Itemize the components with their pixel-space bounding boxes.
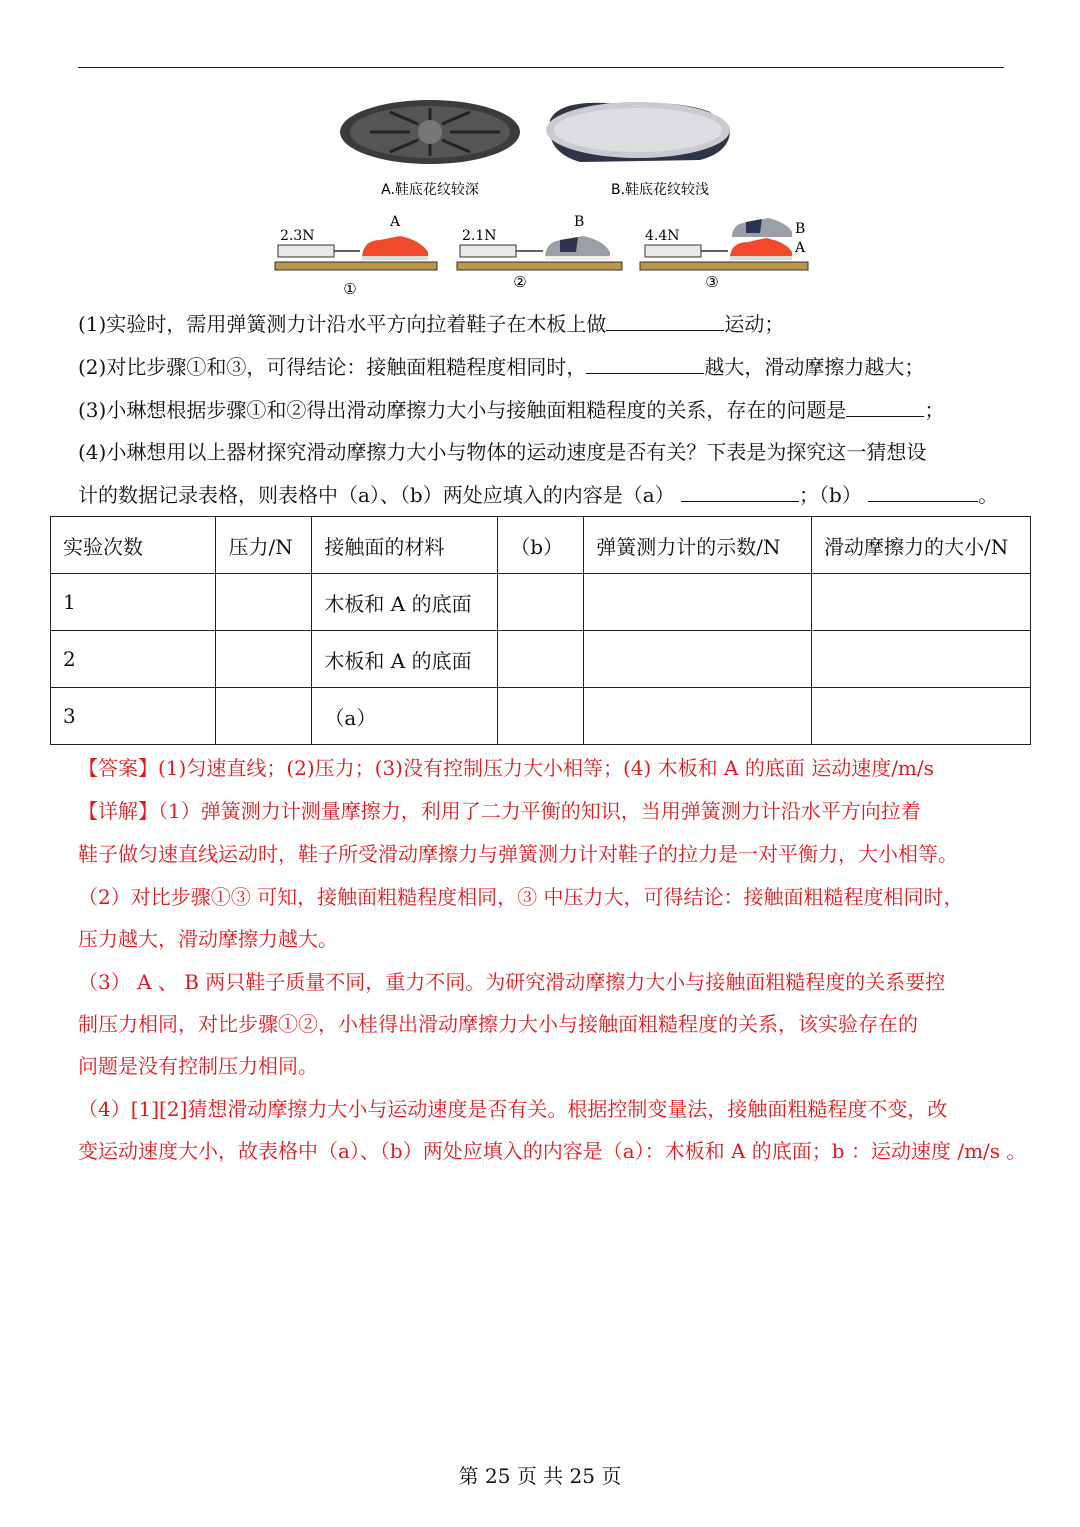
- detail-p1-line1: （1）弹簧测力计测量摩擦力，利用了二力平衡的知识，当用弹簧测力计沿水平方向拉着: [158, 799, 921, 823]
- step3-shoe-label-b: B: [795, 221, 806, 237]
- step2-force-label: 2.1N: [462, 228, 497, 244]
- detail-p1-line2: 鞋子做匀速直线运动时，鞋子所受滑动摩擦力与弹簧测力计对鞋子的拉力是一对平衡力，大小相等。: [78, 842, 958, 866]
- question-2-text: (2)对比步骤①和③，可得结论：接触面粗糙程度相同时，: [78, 355, 587, 379]
- table-header-cell: 实验次数: [51, 517, 216, 574]
- question-1-blank[interactable]: [606, 310, 724, 331]
- step3-number: ③: [705, 273, 719, 291]
- question-3-text: (3)小琳想根据步骤①和②得出滑动摩擦力大小与接触面粗糙程度的关系，存在的问题是: [78, 398, 847, 422]
- data-record-table: [50, 516, 1031, 745]
- detail-p3-line2: 制压力相同，对比步骤①②，小桂得出滑动摩擦力大小与接触面粗糙程度的关系，该实验存在的: [78, 1012, 918, 1036]
- table-header-row: [51, 517, 1031, 574]
- table-cell: [216, 574, 312, 631]
- table-cell: [216, 688, 312, 745]
- table-cell: [812, 574, 1031, 631]
- detail-line: [78, 797, 921, 825]
- table-header-cell: （b）: [498, 517, 584, 574]
- detail-p3-line1: （3） A 、 B 两只鞋子质量不同，重力不同。为研究滑动摩擦力大小与接触面粗糙程度的关系要控: [78, 970, 946, 994]
- detail-label: 【详解】: [78, 799, 158, 823]
- step2-shoe-label: B: [574, 214, 585, 230]
- answer-line: [78, 754, 934, 782]
- question-4-text: 计的数据记录表格，则表格中（a）、（b）两处应填入的内容是（a）: [78, 483, 675, 507]
- table-header-cell: 滑动摩擦力的大小/N: [812, 517, 1031, 574]
- question-1-suffix: 运动；: [724, 312, 785, 336]
- sole-a-caption: A.鞋底花纹较深: [381, 182, 479, 198]
- shoe-sole-b-image: [546, 102, 730, 162]
- question-3: [78, 396, 944, 424]
- question-1: [78, 310, 784, 338]
- table-header-cell: 弹簧测力计的示数/N: [584, 517, 812, 574]
- step1-number: ①: [343, 280, 357, 298]
- step3-setup: [640, 218, 808, 270]
- step2-number: ②: [513, 273, 527, 291]
- question-3-suffix: ；: [924, 398, 945, 422]
- page-footer: 第 25 页 共 25 页: [458, 1464, 622, 1488]
- table-cell: [216, 631, 312, 688]
- sole-b-caption: B.鞋底花纹较浅: [610, 182, 710, 198]
- table-header-cell: 压力/N: [216, 517, 312, 574]
- question-3-blank[interactable]: [846, 396, 924, 417]
- question-4-line2: [78, 481, 998, 509]
- table-cell: [498, 574, 584, 631]
- table-cell: 木板和 A 的底面: [312, 631, 498, 688]
- detail-p3-line3: 问题是没有控制压力相同。: [78, 1054, 318, 1078]
- detail-p4-line1: （4）[1][2]猜想滑动摩擦力大小与运动速度是否有关。根据控制变量法，接触面粗糙程度不变，改: [78, 1097, 948, 1121]
- answer-label: 【答案】: [78, 756, 158, 780]
- detail-p2-line2: 压力越大，滑动摩擦力越大。: [78, 927, 338, 951]
- header-rule: [78, 67, 1004, 68]
- experiment-figure: [260, 90, 820, 300]
- table-cell: [498, 631, 584, 688]
- question-2-blank[interactable]: [586, 353, 704, 374]
- question-1-text: (1)实验时，需用弹簧测力计沿水平方向拉着鞋子在木板上做: [78, 312, 607, 336]
- question-4-suffix: 。: [978, 483, 999, 507]
- step3-force-label: 4.4N: [645, 228, 680, 244]
- table-cell: 1: [51, 574, 216, 631]
- table-cell: （a）: [312, 688, 498, 745]
- step1-shoe-label: A: [390, 214, 401, 230]
- question-4-blank-a[interactable]: [681, 481, 799, 502]
- table-cell: [584, 688, 812, 745]
- table-cell: 2: [51, 631, 216, 688]
- table-cell: 3: [51, 688, 216, 745]
- step3-shoe-label-a: A: [795, 240, 806, 256]
- detail-p2-line1: （2）对比步骤①③ 可知，接触面粗糙程度相同，③ 中压力大，可得结论：接触面粗糙程度相同时，: [78, 885, 964, 909]
- table-row: [51, 631, 1031, 688]
- question-2-suffix: 越大，滑动摩擦力越大；: [704, 355, 925, 379]
- table-cell: [812, 688, 1031, 745]
- table-cell: [584, 574, 812, 631]
- shoe-sole-a-image: [340, 100, 520, 164]
- table-row: [51, 688, 1031, 745]
- table-row: [51, 574, 1031, 631]
- question-2: [78, 353, 924, 381]
- detail-p4-line2: 变运动速度大小，故表格中（a）、（b）两处应填入的内容是（a）：木板和 A 的底面；b ：运动速度 /m/s 。: [78, 1139, 1027, 1163]
- question-4-mid: ；（b）: [799, 483, 862, 507]
- answer-text: (1)匀速直线；(2)压力；(3)没有控制压力大小相等；(4) 木板和 A 的底面 运动速度/m/s: [158, 756, 934, 780]
- step1-force-label: 2.3N: [280, 228, 315, 244]
- question-4-blank-b[interactable]: [868, 481, 978, 502]
- table-cell: [812, 631, 1031, 688]
- question-4-line1: (4)小琳想用以上器材探究滑动摩擦力大小与物体的运动速度是否有关？下表是为探究这一猜想设: [78, 440, 927, 464]
- table-header-cell: 接触面的材料: [312, 517, 498, 574]
- table-cell: [498, 688, 584, 745]
- table-cell: [584, 631, 812, 688]
- table-cell: 木板和 A 的底面: [312, 574, 498, 631]
